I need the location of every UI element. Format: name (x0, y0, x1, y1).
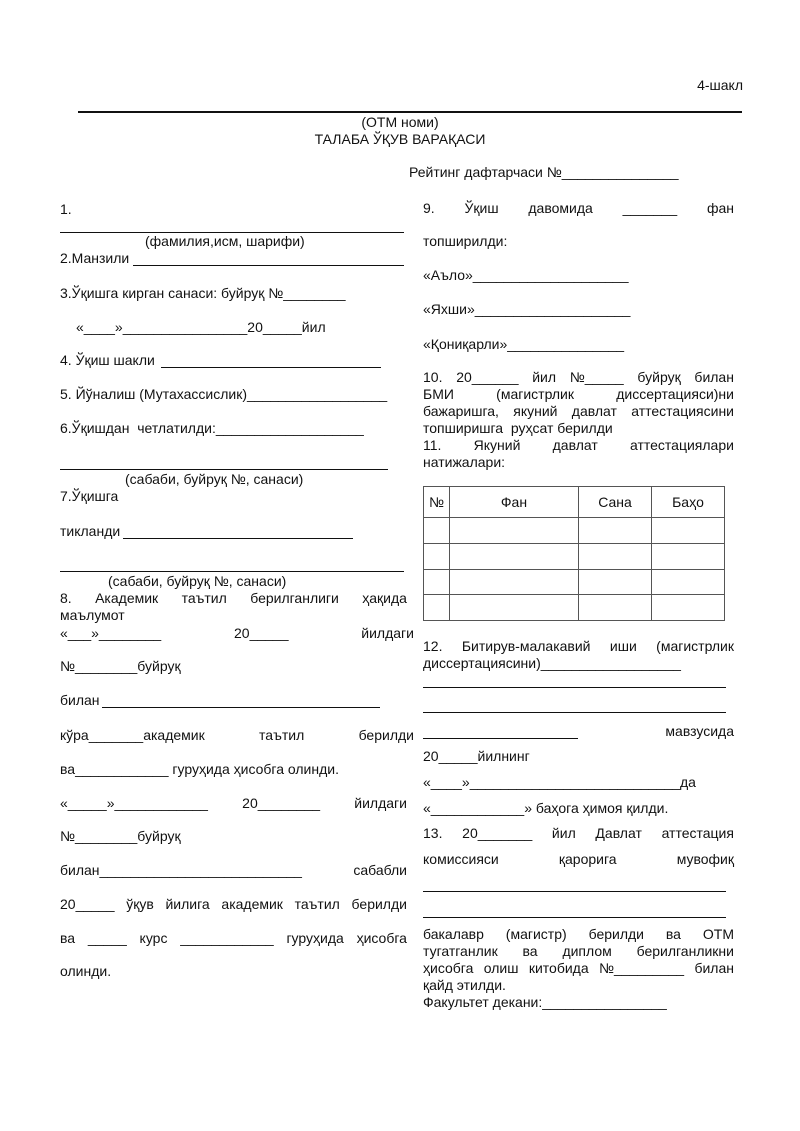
leave-group-row[interactable]: ва____________ гуруҳида ҳисобга олинди. (60, 761, 339, 777)
table-cell[interactable] (579, 569, 652, 595)
field-1-number: 1. (60, 201, 72, 217)
final-attestation-heading: 11. Якуний давлат аттестациялари (423, 437, 734, 453)
rating-book-field[interactable]: Рейтинг дафтарчаси №_______________ (409, 164, 679, 180)
table-row (424, 543, 725, 569)
commission-row-1[interactable]: 13. 20_______ йил Давлат аттестация (423, 825, 734, 841)
diploma-row-3[interactable]: ҳисобга олиш китобида №_________ билан (423, 960, 734, 976)
defense-grade-field[interactable]: «____________» баҳога ҳимоя қилди. (423, 800, 669, 816)
defense-year-field[interactable]: 20_____йилнинг (423, 748, 530, 764)
table-header-row (424, 487, 725, 518)
specialty-field[interactable]: 5. Йўналиш (Мутахассислик)__________________ (60, 386, 388, 402)
table-header-date: Сана (579, 487, 652, 518)
passed-subjects-label: топширилди: (423, 233, 508, 249)
table-cell[interactable] (424, 543, 450, 569)
form-number: 4-шакл (697, 77, 743, 93)
reinstated-hint: (сабаби, буйруқ №, санаси) (108, 573, 287, 589)
diploma-row-4: қайд этилди. (423, 977, 506, 993)
expelled-field[interactable]: 6.Ўқишдан четлатилди:___________________ (60, 420, 364, 436)
academic-leave-heading-2: маълумот (60, 607, 125, 623)
enrollment-date-field[interactable]: «____»________________20_____йил (76, 319, 326, 335)
leave-date-row-2[interactable]: «_____»____________ 20________ йилдаги (60, 795, 407, 811)
expelled-reason-line[interactable] (60, 469, 388, 470)
table-row (424, 569, 725, 595)
qualification-line-2[interactable] (423, 917, 726, 918)
diploma-row-1: бакалавр (магистр) берилди ва ОТМ (423, 926, 734, 942)
grade-good-field[interactable]: «Яхши»____________________ (423, 301, 631, 317)
table-cell[interactable] (424, 595, 450, 621)
table-cell[interactable] (579, 543, 652, 569)
address-label: 2.Манзили (60, 250, 130, 266)
thesis-title-line-2[interactable] (423, 712, 726, 713)
reinstated-label: 7.Ўқишга (60, 488, 119, 504)
thesis-title-field[interactable]: диссертациясини)__________________ (423, 655, 681, 671)
table-cell[interactable] (424, 518, 450, 544)
table-cell[interactable] (450, 595, 579, 621)
thesis-permission-row-2: БМИ (магистрлик диссертацияси)ни (423, 386, 734, 402)
final-attestation-heading-2: натижалари: (423, 454, 506, 470)
academic-leave-heading: 8. Академик таътил берилганлиги ҳақида (60, 590, 407, 606)
address-line[interactable] (133, 265, 404, 266)
thesis-title-line-1[interactable] (423, 687, 726, 688)
passed-subjects-row[interactable]: 9. Ўқиш давомида _______ фан (423, 200, 734, 216)
enrollment-order-field[interactable]: 3.Ўқишга кирган санаси: буйруқ №________ (60, 285, 346, 301)
header-rule (78, 111, 742, 113)
expelled-hint: (сабаби, буйруқ №, санаси) (125, 471, 304, 487)
table-cell[interactable] (450, 569, 579, 595)
table-header-subject: Фан (450, 487, 579, 518)
table-cell[interactable] (652, 569, 725, 595)
attestation-results-table (423, 486, 725, 621)
leave-reason-row[interactable]: билан__________________________ сабабли (60, 862, 407, 878)
table-cell[interactable] (450, 543, 579, 569)
table-header-grade: Баҳо (652, 487, 725, 518)
leave-basis-line[interactable] (102, 707, 380, 708)
table-cell[interactable] (579, 595, 652, 621)
institution-placeholder: (ОТМ номи) (361, 114, 439, 130)
thesis-title-line-3[interactable] (423, 738, 578, 739)
table-cell[interactable] (579, 518, 652, 544)
table-cell[interactable] (652, 543, 725, 569)
defense-date-field[interactable]: «____»___________________________да (423, 774, 696, 790)
table-cell[interactable] (424, 569, 450, 595)
leave-order-row-2[interactable]: №________буйруқ (60, 828, 181, 844)
page-title: ТАЛАБА ЎҚУВ ВАРАҚАСИ (314, 131, 486, 147)
commission-row-2: комиссияси қарорига мувофиқ (423, 851, 734, 867)
dean-signature-field[interactable]: Факультет декани:________________ (423, 994, 667, 1010)
reinstated-label-2: тикланди (60, 523, 121, 539)
leave-course-row[interactable]: ва _____ курс ____________ гуруҳида ҳисобга (60, 930, 407, 946)
leave-basis-label: билан (60, 692, 100, 708)
table-cell[interactable] (652, 595, 725, 621)
qualification-line-1[interactable] (423, 891, 726, 892)
thesis-permission-row-3: бажаришга, якуний давлат аттестациясини (423, 403, 734, 419)
grade-excellent-field[interactable]: «Аъло»____________________ (423, 267, 629, 283)
diploma-row-2: тугатганлик ва диплом берилганликни (423, 943, 734, 959)
thesis-defense-heading: 12. Битирув-малакавий иши (магистрлик (423, 638, 734, 654)
fullname-hint: (фамилия,исм, шарифи) (145, 233, 305, 249)
study-form-line[interactable] (161, 367, 381, 368)
leave-order-row-1[interactable]: №________буйруқ (60, 658, 181, 674)
thesis-permission-row-4: топширишга руҳсат берилди (423, 420, 613, 436)
reinstated-line[interactable] (123, 538, 353, 539)
thesis-permission-row-1[interactable]: 10. 20______ йил №_____ буйруқ билан (423, 369, 734, 385)
thesis-topic-suffix: мавзусида (665, 723, 734, 739)
leave-granted-row[interactable]: кўра_______академик таътил берилди (60, 727, 414, 743)
table-cell[interactable] (450, 518, 579, 544)
leave-year-row[interactable]: 20_____ ўқув йилига академик таътил берилди (60, 896, 407, 912)
leave-date-row-1[interactable]: «___»________ 20_____ йилдаги (60, 625, 414, 641)
table-header-number: № (424, 487, 450, 518)
table-row (424, 595, 725, 621)
reinstated-reason-line[interactable] (60, 571, 404, 572)
table-row (424, 518, 725, 544)
table-cell[interactable] (652, 518, 725, 544)
study-form-label: 4. Ўқиш шакли (60, 352, 155, 368)
leave-closing-text: олинди. (60, 963, 112, 979)
grade-satisfactory-field[interactable]: «Қониқарли»_______________ (423, 336, 625, 352)
